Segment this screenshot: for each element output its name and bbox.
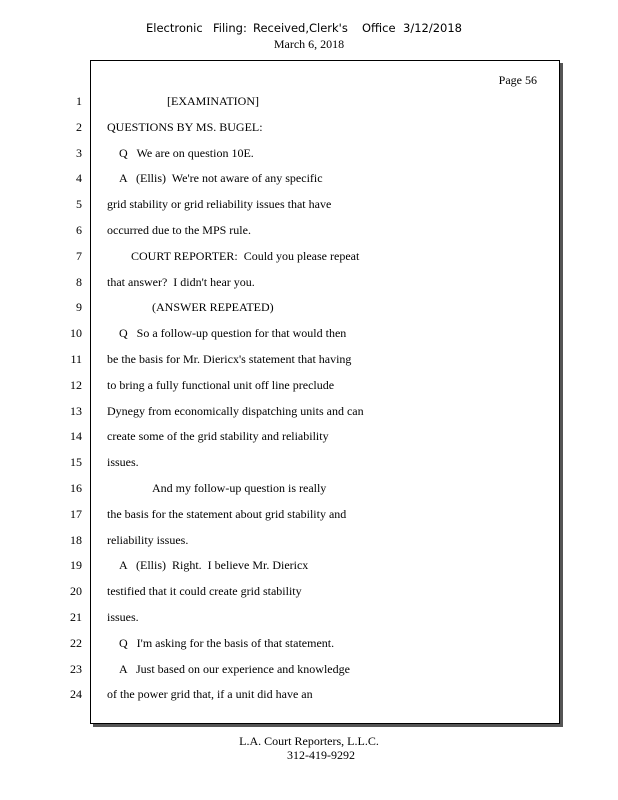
transcript-line-text: QUESTIONS BY MS. BUGEL: bbox=[107, 120, 263, 134]
line-number: 5 bbox=[76, 197, 82, 211]
stamp-word-filing: Filing: bbox=[213, 21, 247, 35]
transcript-line-text: create some of the grid stability and reliability bbox=[107, 429, 329, 443]
transcript-line-text: COURT REPORTER: Could you please repeat bbox=[131, 249, 360, 263]
line-number: 7 bbox=[76, 249, 82, 263]
transcript-line-text: to bring a fully functional unit off line preclude bbox=[107, 378, 335, 392]
transcript-line-text: Q We are on question 10E. bbox=[119, 146, 254, 160]
line-number: 14 bbox=[70, 429, 82, 443]
line-number: 3 bbox=[76, 146, 82, 160]
stamp-word-received: Received,Clerk's bbox=[253, 21, 348, 35]
transcript-line-text: the basis for the statement about grid stability and bbox=[107, 507, 347, 521]
transcript-line-text: testified that it could create grid stability bbox=[107, 584, 302, 598]
filing-stamp bbox=[0, 21, 618, 37]
transcript-line-text: [EXAMINATION] bbox=[167, 94, 259, 108]
line-number: 8 bbox=[76, 275, 82, 289]
reporter-phone: 312-419-9292 bbox=[287, 748, 355, 762]
line-number: 2 bbox=[76, 120, 82, 134]
line-number: 17 bbox=[70, 507, 82, 521]
transcript-line-text: A (Ellis) We're not aware of any specific bbox=[119, 171, 323, 185]
line-number: 6 bbox=[76, 223, 82, 237]
line-number: 12 bbox=[70, 378, 82, 392]
page-label: Page 56 bbox=[498, 73, 537, 87]
line-number: 13 bbox=[70, 404, 82, 418]
filed-date: March 6, 2018 bbox=[273, 37, 345, 51]
transcript-line-text: be the basis for Mr. Diericx's statement that having bbox=[107, 352, 352, 366]
line-number: 19 bbox=[70, 558, 82, 572]
line-number: 22 bbox=[70, 636, 82, 650]
line-number: 24 bbox=[70, 687, 82, 701]
line-number: 10 bbox=[70, 326, 82, 340]
transcript-line-text: issues. bbox=[107, 455, 139, 469]
line-number: 1 bbox=[76, 94, 82, 108]
transcript-line-text: A (Ellis) Right. I believe Mr. Diericx bbox=[119, 558, 309, 572]
stamp-word-date: 3/12/2018 bbox=[403, 21, 462, 35]
transcript-line-text: grid stability or grid reliability issues that have bbox=[107, 197, 332, 211]
line-number: 16 bbox=[70, 481, 82, 495]
transcript-line-text: And my follow-up question is really bbox=[152, 481, 327, 495]
transcript-line-text: issues. bbox=[107, 610, 139, 624]
line-number: 15 bbox=[70, 455, 82, 469]
transcript-line-text: A Just based on our experience and knowledge bbox=[119, 662, 350, 676]
line-number: 18 bbox=[70, 533, 82, 547]
transcript-line-text: reliability issues. bbox=[107, 533, 189, 547]
stamp-word-office: Office bbox=[362, 21, 396, 35]
line-number: 4 bbox=[76, 171, 82, 185]
transcript-line-text: (ANSWER REPEATED) bbox=[152, 300, 274, 314]
line-number: 21 bbox=[70, 610, 82, 624]
line-number: 20 bbox=[70, 584, 82, 598]
reporter-company: L.A. Court Reporters, L.L.C. bbox=[239, 734, 379, 748]
transcript-line-text: Q I'm asking for the basis of that statement. bbox=[119, 636, 335, 650]
transcript-line-text: of the power grid that, if a unit did have an bbox=[107, 687, 313, 701]
transcript-line-text: Q So a follow-up question for that would then bbox=[119, 326, 347, 340]
stamp-word-electronic: Electronic bbox=[146, 21, 203, 35]
line-number: 11 bbox=[70, 352, 82, 366]
transcript-line-text: that answer? I didn't hear you. bbox=[107, 275, 255, 289]
transcript-line-text: occurred due to the MPS rule. bbox=[107, 223, 251, 237]
transcript-line-text: Dynegy from economically dispatching units and can bbox=[107, 404, 364, 418]
line-number: 9 bbox=[76, 300, 82, 314]
line-number: 23 bbox=[70, 662, 82, 676]
